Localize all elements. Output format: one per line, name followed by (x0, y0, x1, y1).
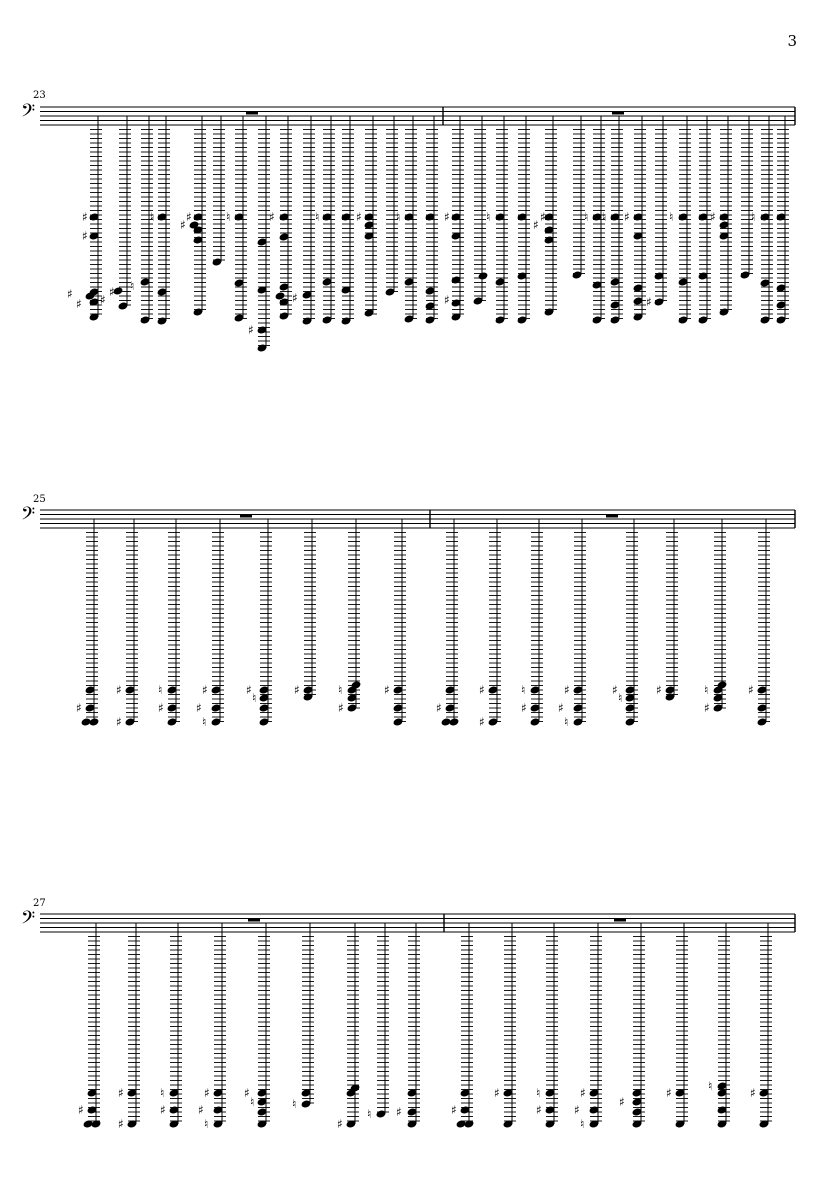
sharp-icon: ♯ (78, 1103, 84, 1117)
sharp-icon: ♯ (624, 210, 630, 224)
sharp-icon: ♯ (384, 683, 390, 697)
sharp-icon: ♯ (269, 210, 275, 224)
natural-icon: ♮ (158, 683, 163, 697)
sharp-icon: ♯ (536, 1103, 542, 1117)
sharp-icon: ♯ (294, 683, 300, 697)
natural-icon: ♮ (704, 683, 709, 697)
sharp-icon: ♯ (574, 1103, 580, 1117)
sharp-icon: ♯ (436, 701, 442, 715)
sharp-icon: ♯ (444, 210, 450, 224)
natural-icon: ♮ (315, 210, 320, 224)
sharp-icon: ♯ (196, 701, 202, 715)
sharp-icon: ♯ (750, 1086, 756, 1100)
measure-number: 23 (33, 90, 46, 101)
sharp-icon: ♯ (118, 1086, 124, 1100)
sharp-icon: ♯ (521, 701, 527, 715)
natural-icon: ♮ (580, 1117, 585, 1131)
sharp-icon: ♯ (580, 1086, 586, 1100)
natural-icon: ♮ (292, 1097, 297, 1111)
measure-number: 25 (33, 494, 46, 505)
measure-number: 27 (33, 898, 46, 909)
sharp-icon: ♯ (710, 210, 716, 224)
sharp-icon: ♯ (666, 1086, 672, 1100)
sharp-icon: ♯ (396, 1105, 402, 1119)
notehead (478, 271, 489, 280)
natural-icon: ♮ (338, 683, 343, 697)
natural-icon: ♮ (521, 683, 526, 697)
natural-icon: ♮ (252, 691, 257, 705)
natural-icon: ♮ (751, 210, 756, 224)
sharp-icon: ♯ (479, 715, 485, 729)
whole-rest-icon (606, 515, 618, 518)
whole-rest-icon (612, 112, 624, 115)
bass-clef-icon: 𝄢 (21, 101, 36, 126)
sharp-icon: ♯ (180, 218, 186, 232)
sharp-icon: ♯ (444, 293, 450, 307)
sharp-icon: ♯ (540, 210, 546, 224)
whole-rest-icon (248, 919, 260, 922)
natural-icon: ♮ (204, 1117, 209, 1131)
sharp-icon: ♯ (158, 701, 164, 715)
sharp-icon: ♯ (160, 1103, 166, 1117)
natural-icon: ♮ (708, 1079, 713, 1093)
notehead (449, 717, 460, 726)
sharp-icon: ♯ (76, 701, 82, 715)
sharp-icon: ♯ (116, 715, 122, 729)
sharp-icon: ♯ (186, 210, 192, 224)
sharp-icon: ♯ (67, 287, 73, 301)
sharp-icon: ♯ (479, 683, 485, 697)
sharp-icon: ♯ (82, 229, 88, 243)
sharp-icon: ♯ (356, 210, 362, 224)
sharp-icon: ♯ (109, 285, 115, 299)
sharp-icon: ♯ (246, 683, 252, 697)
sharp-icon: ♯ (338, 701, 344, 715)
whole-rest-icon (614, 919, 626, 922)
notehead (89, 717, 100, 726)
sharp-icon: ♯ (76, 297, 82, 311)
sharp-icon: ♯ (204, 1086, 210, 1100)
sharp-icon: ♯ (198, 1103, 204, 1117)
natural-icon: ♮ (669, 210, 674, 224)
sharp-icon: ♯ (82, 210, 88, 224)
sharp-icon: ♯ (248, 323, 254, 337)
natural-icon: ♮ (618, 691, 623, 705)
sharp-icon: ♯ (451, 1103, 457, 1117)
sharp-icon: ♯ (748, 683, 754, 697)
sharp-icon: ♯ (337, 1117, 343, 1131)
natural-icon: ♮ (130, 279, 135, 293)
bass-clef-icon: 𝄢 (21, 504, 36, 529)
natural-icon: ♮ (226, 210, 231, 224)
sharp-icon: ♯ (656, 683, 662, 697)
sharp-icon: ♯ (116, 683, 122, 697)
sharp-icon: ♯ (619, 1095, 625, 1109)
sharp-icon: ♯ (100, 293, 106, 307)
sharp-icon: ♯ (494, 1086, 500, 1100)
natural-icon: ♮ (250, 1095, 255, 1109)
whole-rest-icon (240, 515, 252, 518)
sharp-icon: ♯ (704, 701, 710, 715)
page-number: 3 (787, 32, 797, 50)
natural-icon: ♮ (564, 715, 569, 729)
natural-icon: ♮ (396, 210, 401, 224)
whole-rest-icon (246, 112, 258, 115)
sharp-icon: ♯ (244, 1086, 250, 1100)
sharp-icon: ♯ (646, 295, 652, 309)
sharp-icon: ♯ (118, 1117, 124, 1131)
natural-icon: ♮ (536, 1086, 541, 1100)
natural-icon: ♮ (367, 1107, 372, 1121)
sharp-icon: ♯ (564, 683, 570, 697)
sharp-icon: ♯ (612, 683, 618, 697)
natural-icon: ♮ (202, 715, 207, 729)
natural-icon: ♮ (160, 1086, 165, 1100)
bass-clef-icon: 𝄢 (21, 908, 36, 933)
natural-icon: ♮ (150, 210, 155, 224)
natural-icon: ♮ (584, 210, 589, 224)
natural-icon: ♮ (602, 210, 607, 224)
sharp-icon: ♯ (558, 701, 564, 715)
sharp-icon: ♯ (533, 218, 539, 232)
sharp-icon: ♯ (202, 683, 208, 697)
sharp-icon: ♯ (292, 291, 298, 305)
natural-icon: ♮ (486, 210, 491, 224)
